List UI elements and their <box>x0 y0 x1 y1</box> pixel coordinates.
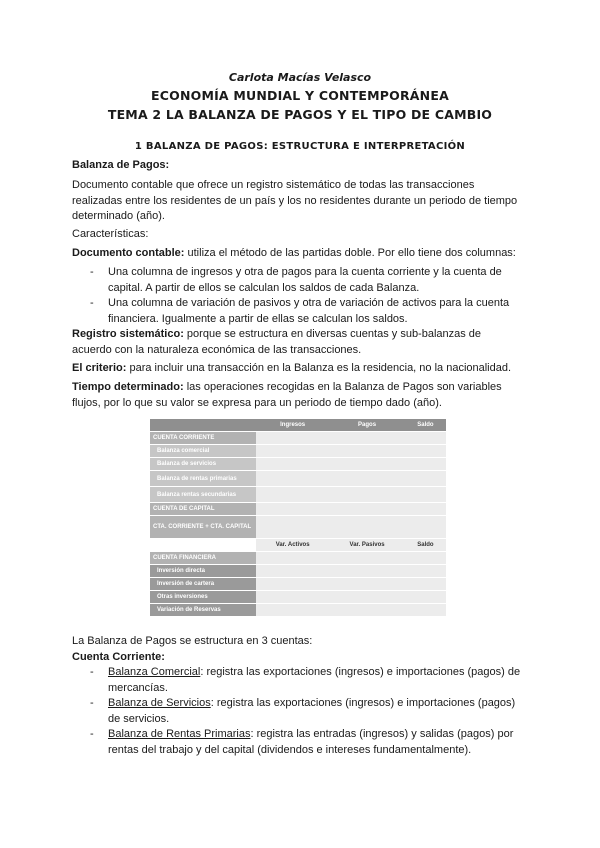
author-name: Carlota Macías Velasco <box>228 71 372 84</box>
row-inversion-directa: Inversión directa <box>150 565 256 578</box>
table-row <box>150 516 446 539</box>
row-cuenta-financiera: CUENTA FINANCIERA <box>150 552 256 565</box>
col-saldo-2: Saldo <box>405 539 446 552</box>
definition-line-3: determinado (año). <box>72 210 165 223</box>
balanza-comercial-term: Balanza Comercial <box>108 666 201 678</box>
table-row <box>150 565 446 578</box>
bullet-dash: - <box>90 297 94 310</box>
doc-contable-paragraph: Documento contable: utiliza el método de las partidas doble. Por ello tiene dos columnas: <box>72 247 516 259</box>
course-title: ECONOMÍA MUNDIAL Y CONTEMPORÁNEA <box>151 88 449 103</box>
row-variacion-reservas: Variación de Reservas <box>150 604 256 617</box>
row-rentas-secundarias: Balanza rentas secundarias <box>150 487 256 503</box>
row-cuenta-capital: CUENTA DE CAPITAL <box>150 503 256 516</box>
document-page: Carlota Macías Velasco ECONOMÍA MUNDIAL Y CONTEMPORÁNEA TEMA 2 LA BALANZA DE PAGOS Y EL TIPO DE CAMBIO 1 BALANZA DE PAGOS: ESTRUCTURA E INTERPRETACIÓN Balanza de Pagos: Documento contable que ofrece un registro sistemático de todas las transacciones realizadas entre los residentes de un país y los no residentes durante un periodo de tiempo determinado (año). Características: Documento contable: utiliza el método de las partidas doble. Por ello tiene dos columnas: - Una columna de ingresos y otra de pagos para la cuenta corriente y la cuenta de capital. A partir de ellos se calculan los saldos de cada Balanza. - Una columna de variación de pasivos y otra de variación de activos para la cuenta financiera. Igualmente a partir de ellas se calculan los saldos. Registro sistemático: porque se estructura en diversas cuentas y sub-balanzas de acuerdo con la naturaleza económica de las transacciones. El criterio: para incluir una transacción en la Balanza es la residencia, no la nacionalidad. Tiempo determinado: las operaciones recogidas en la Balanza de Pagos son variables flujos, por lo que su valor se expresa para un periodo de tiempo dado (año). Ingresos Pagos Saldo CUENTA CORRIENTE Balanza comercial Balanza de servicios Balanza de rentas primarias Balanza rentas secundarias CUENTA DE CAPITAL CTA. CORRIENTE + CTA. CAPITAL Var. Activos Var. Pasivos Saldo CUENTA FINANCIERA Inversión directa Inversión de cartera Otras inversiones Variación de Reservas La Balanza de Pagos se estructura en 3 cuentas: Cuenta Corriente: - Balanza Comercial: registra las exportaciones (ingresos) e importaciones (pagos) de mercancías. - Balanza de Servicios: registra las exportaciones (ingresos) e importaciones (pagos) de servicios. - Balanza de Rentas Primarias: registra las entradas (ingresos) y salidas (pagos) por rentas del trabajo y del capital (dividendos e intereses fundamentalmente). <box>0 0 600 848</box>
tiempo-line-2: flujos, por lo que su valor se expresa para un periodo de tiempo dado (año). <box>72 396 442 409</box>
registro-line-2: acuerdo con la naturaleza económica de las transacciones. <box>72 343 362 356</box>
table-subheader-row <box>150 539 446 552</box>
balanza-rentas-primarias-term: Balanza de Rentas Primarias <box>108 728 251 741</box>
table-row <box>150 445 446 458</box>
tiempo-term: Tiempo determinado: <box>72 381 184 393</box>
table-row <box>150 604 446 617</box>
row-otras-inversiones: Otras inversiones <box>150 591 256 604</box>
section-heading: 1 BALANZA DE PAGOS: ESTRUCTURA E INTERPRETACIÓN <box>134 141 466 152</box>
registro-term: Registro sistemático: <box>72 328 184 340</box>
intro-heading: Balanza de Pagos: <box>72 159 170 171</box>
criterio-paragraph: El criterio: para incluir una transacción en la Balanza es la residencia, no la nacionalidad. <box>72 362 512 374</box>
col-pagos: Pagos <box>329 419 405 432</box>
table-row <box>150 503 446 516</box>
definition-line-2: realizadas entre los residentes de un país y los no residentes durante un periodo de tiempo <box>72 194 518 207</box>
row-balanza-servicios: Balanza de servicios <box>150 458 256 471</box>
col-ingresos: Ingresos <box>256 419 329 432</box>
bullet-dash: - <box>90 666 94 678</box>
row-cta-corriente-capital: CTA. CORRIENTE + CTA. CAPITAL <box>150 516 256 539</box>
tiempo-paragraph: Tiempo determinado: las operaciones recogidas en la Balanza de Pagos son variables <box>72 381 502 393</box>
table-header-row <box>150 419 446 432</box>
balance-of-payments-table <box>150 419 446 617</box>
col-var-activos: Var. Activos <box>256 539 329 552</box>
row-inversion-cartera: Inversión de cartera <box>150 578 256 591</box>
row-cuenta-corriente: CUENTA CORRIENTE <box>150 432 256 445</box>
doc-contable-term: Documento contable: <box>72 247 185 259</box>
bullet-dash: - <box>90 697 94 710</box>
characteristics-label: Características: <box>72 228 149 240</box>
table-row <box>150 578 446 591</box>
topic-title: TEMA 2 LA BALANZA DE PAGOS Y EL TIPO DE CAMBIO <box>107 107 493 122</box>
definition-line-1: Documento contable que ofrece un registro sistemático de todas las transacciones <box>72 179 475 191</box>
structure-heading: Cuenta Corriente: <box>72 650 165 663</box>
table-row <box>150 471 446 487</box>
table-row <box>150 458 446 471</box>
table-row <box>150 552 446 565</box>
col-var-pasivos: Var. Pasivos <box>329 539 405 552</box>
table-row <box>150 432 446 445</box>
bullet-dash: - <box>90 728 94 741</box>
col-saldo: Saldo <box>405 419 446 432</box>
bullet-dash: - <box>90 266 94 278</box>
row-balanza-comercial: Balanza comercial <box>150 445 256 458</box>
balanza-servicios-term: Balanza de Servicios <box>108 697 211 710</box>
table-row <box>150 591 446 604</box>
table-row <box>150 487 446 503</box>
row-rentas-primarias: Balanza de rentas primarias <box>150 471 256 487</box>
structure-intro: La Balanza de Pagos se estructura en 3 cuentas: <box>72 635 313 647</box>
criterio-term: El criterio: <box>72 362 127 374</box>
registro-paragraph: Registro sistemático: porque se estructura en diversas cuentas y sub-balanzas de <box>72 328 482 340</box>
